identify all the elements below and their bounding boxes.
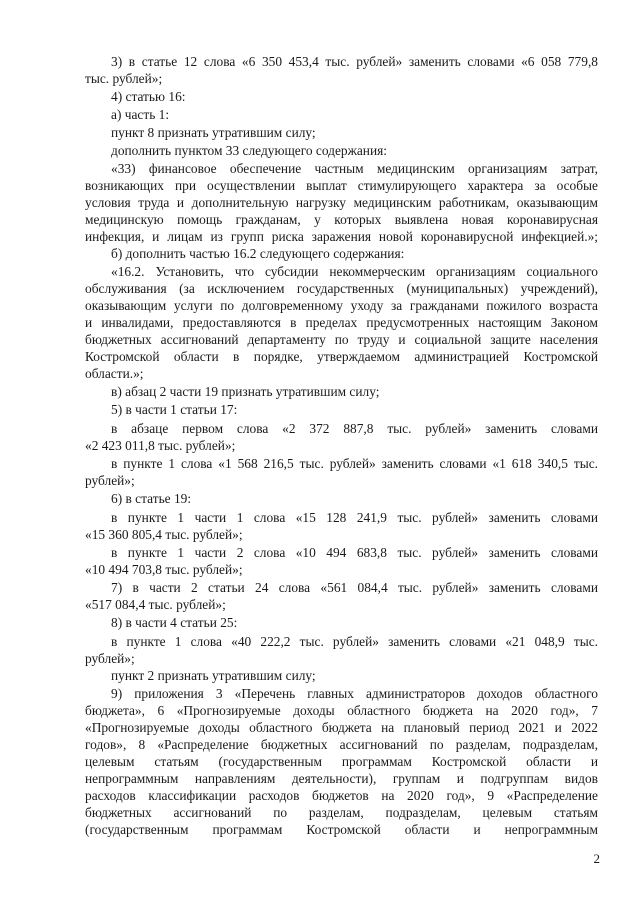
text-line: пункт 2 признать утратившим силу;	[111, 668, 316, 683]
text-line: 4) статью 16:	[111, 89, 186, 104]
text-line: инфекция, и лицам из групп риска заражения новой коронавирусной инфекцией.»;	[85, 229, 598, 244]
text-line: «16.2. Установить, что субсидии некоммерческим организациям социального	[111, 264, 598, 279]
text-line: «2 423 011,8 тыс. рублей»;	[85, 438, 236, 453]
text-line: «33) финансовое обеспечение частным медицинским организациям затрат,	[111, 161, 598, 176]
text-line: 9) приложения 3 «Перечень главных администраторов доходов областного	[111, 686, 598, 701]
text-line: б) дополнить частью 16.2 следующего содержания:	[111, 246, 405, 261]
text-line: 8) в части 4 статьи 25:	[111, 615, 238, 630]
text-line: бюджета», 6 «Прогнозируемые доходы областного бюджета на 2020 год», 7	[85, 703, 598, 718]
text-line: условия труда и дополнительную нагрузку медицинским работникам, оказывающим	[85, 195, 598, 210]
text-line: рублей»;	[85, 651, 135, 666]
page-number: 2	[593, 851, 600, 866]
text-line: пункт 8 признать утратившим силу;	[111, 125, 316, 140]
text-line: целевым статьям (государственным программам Костромской области и	[85, 754, 598, 769]
text-line: 6) в статье 19:	[111, 491, 192, 506]
text-line: возникающих при осуществлении выплат стимулирующего характера за особые	[85, 178, 598, 193]
text-line: а) часть 1:	[111, 107, 170, 122]
text-line: рублей»;	[85, 473, 135, 488]
text-line: бюджетных ассигнований по разделам, подразделам, целевым статьям	[85, 805, 598, 820]
text-line: в пункте 1 слова «1 568 216,5 тыс. рублей» заменить словами «1 618 340,5 тыс.	[111, 456, 598, 471]
text-line: бюджетных ассигнований департаменту по труду и социальной защите населения	[85, 332, 598, 347]
text-line: в пункте 1 слова «40 222,2 тыс. рублей» заменить словами «21 048,9 тыс.	[111, 634, 598, 649]
text-line: области.»;	[85, 366, 144, 381]
text-line: 3) в статье 12 слова «6 350 453,4 тыс. рублей» заменить словами «6 058 779,8	[111, 54, 598, 69]
text-line: расходов классификации расходов бюджетов на 2020 год», 9 «Распределение	[85, 788, 598, 803]
text-line: в) абзац 2 части 19 признать утратившим силу;	[111, 384, 380, 399]
text-line: и инвалидами, предоставляются в пределах предусмотренных настоящим Законом	[85, 315, 598, 330]
text-line: «10 494 703,8 тыс. рублей»;	[85, 562, 243, 577]
text-line: «517 084,4 тыс. рублей»;	[85, 597, 226, 612]
text-line: 7) в части 2 статьи 24 слова «561 084,4 тыс. рублей» заменить словами	[111, 580, 598, 595]
text-line: медицинскую помощь гражданам, у которых выявлена новая коронавирусная	[85, 212, 598, 227]
text-line: Костромской области в порядке, утверждаемом администрацией Костромской	[85, 349, 598, 364]
text-line: годов», 8 «Распределение бюджетных ассигнований по разделам, подразделам,	[85, 737, 598, 752]
text-line: тыс. рублей»;	[85, 71, 163, 86]
text-line: в пункте 1 части 1 слова «15 128 241,9 тыс. рублей» заменить словами	[111, 510, 598, 525]
text-line: дополнить пунктом 33 следующего содержания:	[111, 143, 388, 158]
text-line: в пункте 1 части 2 слова «10 494 683,8 тыс. рублей» заменить словами	[111, 545, 598, 560]
text-line: в абзаце первом слова «2 372 887,8 тыс. рублей» заменить словами	[111, 421, 598, 436]
text-line: непрограммным направлениям деятельности), группам и подгруппам видов	[85, 771, 598, 786]
text-line: обслуживания (за исключением государственных (муниципальных) учреждений),	[85, 281, 598, 296]
text-line: 5) в части 1 статьи 17:	[111, 402, 238, 417]
text-line: (государственным программам Костромской области и непрограммным	[85, 822, 598, 837]
text-line: «15 360 805,4 тыс. рублей»;	[85, 527, 243, 542]
text-line: оказывающим услуги по долговременному уходу за гражданами пожилого возраста	[85, 298, 598, 313]
text-line: «Прогнозируемые доходы областного бюджета на плановый период 2021 и 2022	[85, 720, 598, 735]
